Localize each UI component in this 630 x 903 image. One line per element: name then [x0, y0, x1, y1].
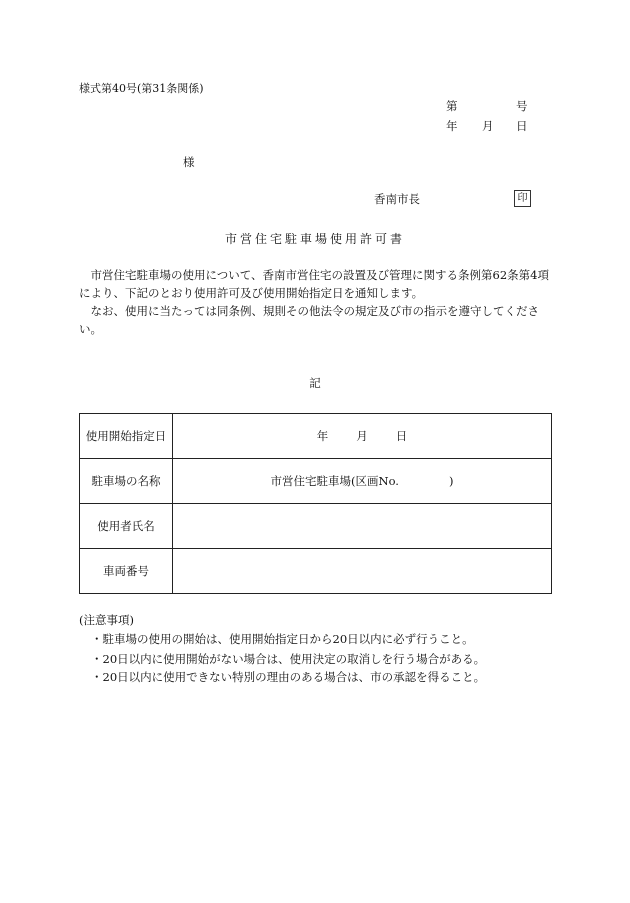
- start-date-month: 月: [356, 429, 368, 443]
- notes-heading: (注意事項): [79, 613, 134, 627]
- start-date-value: [173, 414, 552, 459]
- user-name-value: [173, 504, 552, 549]
- issue-number-prefix: 第: [446, 99, 458, 113]
- parking-name-prefix: 市営住宅駐車場(区画No.: [270, 474, 399, 488]
- seal-stamp: 印: [514, 190, 531, 207]
- table-row: [80, 549, 552, 594]
- table-row: [80, 414, 552, 459]
- body-paragraph-1: 市営住宅駐車場の使用について、香南市営住宅の設置及び管理に関する条例第62条第4項により、下記のとおり使用許可及び使用開始指定日を通知します。: [79, 268, 549, 300]
- addressee: 様: [183, 155, 195, 169]
- note-item: ・20日以内に使用できない特別の理由のある場合は、市の承認を得ること。: [91, 670, 486, 684]
- vehicle-number-label: 車両番号: [80, 549, 173, 594]
- table-row: [80, 459, 552, 504]
- start-date-year: 年: [316, 429, 329, 443]
- user-name-label: 使用者氏名: [80, 504, 173, 549]
- issuer-name: 香南市長: [374, 192, 420, 206]
- start-date-label: 使用開始指定日: [80, 414, 173, 459]
- vehicle-number-value: [173, 549, 552, 594]
- issue-number-suffix: 号: [516, 99, 528, 113]
- issue-date-year: 年: [446, 119, 458, 133]
- note-item: ・20日以内に使用開始がない場合は、使用決定の取消しを行う場合がある。: [91, 652, 486, 666]
- table-row: [80, 504, 552, 549]
- issue-date-month: 月: [482, 119, 494, 133]
- form-number: 様式第40号(第31条関係): [79, 82, 204, 95]
- document-title: 市営住宅駐車場使用許可書: [224, 232, 405, 246]
- permit-info-table: [79, 413, 552, 594]
- body-text: [79, 266, 551, 338]
- body-paragraph-2: なお、使用に当たっては同条例、規則その他法令の規定及び市の指示を遵守してください。: [79, 304, 539, 336]
- note-item: ・駐車場の使用の開始は、使用開始指定日から20日以内に必ず行うこと。: [91, 632, 474, 646]
- parking-name-label: 駐車場の名称: [80, 459, 173, 504]
- ki-heading: 記: [309, 376, 321, 390]
- start-date-day: 日: [395, 429, 408, 443]
- parking-name-value: [173, 459, 552, 504]
- parking-name-suffix: ): [448, 474, 454, 488]
- issue-number: [446, 99, 528, 113]
- issue-date-day: 日: [516, 119, 528, 133]
